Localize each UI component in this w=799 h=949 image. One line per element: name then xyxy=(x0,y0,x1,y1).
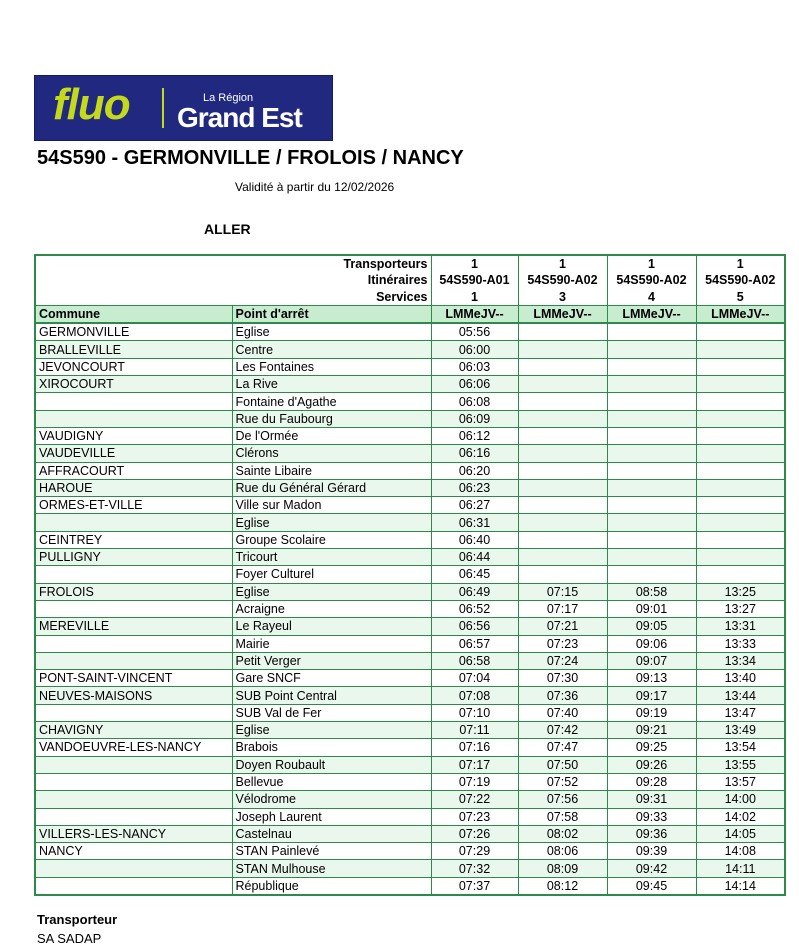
commune-cell xyxy=(35,877,232,895)
time-cell: 13:55 xyxy=(696,756,785,773)
stop-cell: Groupe Scolaire xyxy=(232,531,431,548)
time-cell: 07:36 xyxy=(518,687,607,704)
time-cell: 05:56 xyxy=(431,323,518,341)
time-cell xyxy=(518,531,607,548)
table-row xyxy=(35,722,785,739)
time-cell: 07:23 xyxy=(518,635,607,652)
time-cell: 09:19 xyxy=(607,704,696,721)
table-row xyxy=(35,531,785,548)
time-cell: 06:58 xyxy=(431,652,518,669)
table-row xyxy=(35,566,785,583)
logo-brand-text: fluo xyxy=(53,80,130,129)
table-row xyxy=(35,756,785,773)
commune-cell xyxy=(35,756,232,773)
time-cell: 09:01 xyxy=(607,600,696,617)
time-cell xyxy=(607,427,696,444)
direction-label: ALLER xyxy=(204,221,251,237)
stop-cell: Rue du Général Gérard xyxy=(232,479,431,496)
time-cell: 07:19 xyxy=(431,773,518,790)
footer-transporteur-label: Transporteur xyxy=(37,912,118,927)
time-cell xyxy=(607,514,696,531)
time-cell: 06:09 xyxy=(431,410,518,427)
time-cell xyxy=(518,549,607,566)
time-cell xyxy=(696,566,785,583)
commune-cell: XIROCOURT xyxy=(35,376,232,393)
header-row-label: Itinéraires xyxy=(35,272,431,288)
time-cell: 06:52 xyxy=(431,600,518,617)
time-cell xyxy=(696,479,785,496)
table-row xyxy=(35,514,785,531)
stop-cell: Acraigne xyxy=(232,600,431,617)
header-row-label: Transporteurs xyxy=(35,255,431,272)
time-cell: 07:50 xyxy=(518,756,607,773)
time-cell xyxy=(518,427,607,444)
table-row xyxy=(35,583,785,600)
time-cell: 07:21 xyxy=(518,618,607,635)
time-cell: 09:45 xyxy=(607,877,696,895)
commune-cell: GERMONVILLE xyxy=(35,323,232,341)
time-cell: 09:25 xyxy=(607,739,696,756)
time-cell xyxy=(696,341,785,358)
table-row xyxy=(35,600,785,617)
time-cell: 06:45 xyxy=(431,566,518,583)
time-cell: 06:49 xyxy=(431,583,518,600)
stop-cell: Vélodrome xyxy=(232,791,431,808)
stop-cell: Les Fontaines xyxy=(232,358,431,375)
column-header-commune: Commune xyxy=(35,305,232,323)
time-cell: 06:08 xyxy=(431,393,518,410)
time-cell xyxy=(518,462,607,479)
time-cell xyxy=(696,323,785,341)
commune-cell xyxy=(35,600,232,617)
time-cell xyxy=(607,393,696,410)
stop-cell: Doyen Roubault xyxy=(232,756,431,773)
time-cell: 13:57 xyxy=(696,773,785,790)
header-cell: 1 xyxy=(431,289,518,306)
time-cell: 13:25 xyxy=(696,583,785,600)
time-cell: 14:00 xyxy=(696,791,785,808)
time-cell xyxy=(607,549,696,566)
time-cell: 09:36 xyxy=(607,825,696,842)
stop-cell: SUB Point Central xyxy=(232,687,431,704)
time-cell: 07:30 xyxy=(518,670,607,687)
commune-cell: ORMES-ET-VILLE xyxy=(35,497,232,514)
stop-cell: Foyer Culturel xyxy=(232,566,431,583)
table-row xyxy=(35,549,785,566)
logo-region-big: Grand Est xyxy=(177,102,302,133)
time-cell xyxy=(696,514,785,531)
commune-cell xyxy=(35,704,232,721)
header-cell: 1 xyxy=(696,255,785,272)
stop-cell: Eglise xyxy=(232,323,431,341)
stop-cell: Joseph Laurent xyxy=(232,808,431,825)
time-cell: 07:40 xyxy=(518,704,607,721)
time-cell xyxy=(696,358,785,375)
commune-cell: BRALLEVILLE xyxy=(35,341,232,358)
table-row xyxy=(35,877,785,895)
commune-cell: PONT-SAINT-VINCENT xyxy=(35,670,232,687)
commune-cell: HAROUE xyxy=(35,479,232,496)
commune-cell xyxy=(35,635,232,652)
commune-cell xyxy=(35,566,232,583)
time-cell: 07:17 xyxy=(518,600,607,617)
table-row xyxy=(35,825,785,842)
column-header-stop: Point d'arrêt xyxy=(232,305,431,323)
time-cell: 07:47 xyxy=(518,739,607,756)
commune-cell: MEREVILLE xyxy=(35,618,232,635)
time-cell: 06:56 xyxy=(431,618,518,635)
table-row xyxy=(35,393,785,410)
time-cell: 07:24 xyxy=(518,652,607,669)
commune-cell: CEINTREY xyxy=(35,531,232,548)
commune-cell: PULLIGNY xyxy=(35,549,232,566)
time-cell xyxy=(607,566,696,583)
table-row xyxy=(35,445,785,462)
header-cell: 1 xyxy=(518,255,607,272)
stop-cell: Centre xyxy=(232,341,431,358)
time-cell xyxy=(696,549,785,566)
header-cell: 54S590-A02 xyxy=(518,272,607,288)
commune-cell xyxy=(35,514,232,531)
time-cell: 14:05 xyxy=(696,825,785,842)
header-row xyxy=(35,255,785,272)
stop-cell: République xyxy=(232,877,431,895)
time-cell xyxy=(696,427,785,444)
time-cell: 06:44 xyxy=(431,549,518,566)
time-cell: 09:06 xyxy=(607,635,696,652)
time-cell xyxy=(518,393,607,410)
timetable xyxy=(34,254,786,896)
commune-cell xyxy=(35,410,232,427)
time-cell xyxy=(518,341,607,358)
stop-cell: Tricourt xyxy=(232,549,431,566)
time-cell: 13:44 xyxy=(696,687,785,704)
commune-cell xyxy=(35,652,232,669)
stop-cell: SUB Val de Fer xyxy=(232,704,431,721)
time-cell: 07:08 xyxy=(431,687,518,704)
time-cell xyxy=(607,445,696,462)
time-cell: 08:09 xyxy=(518,860,607,877)
table-row xyxy=(35,791,785,808)
time-cell xyxy=(518,410,607,427)
time-cell: 14:11 xyxy=(696,860,785,877)
table-row xyxy=(35,808,785,825)
time-cell: 14:08 xyxy=(696,843,785,860)
fluo-grand-est-logo xyxy=(34,75,333,141)
column-header-days: LMMeJV-- xyxy=(607,305,696,323)
time-cell xyxy=(607,479,696,496)
logo-separator xyxy=(162,88,164,128)
time-cell: 07:11 xyxy=(431,722,518,739)
commune-cell: NEUVES-MAISONS xyxy=(35,687,232,704)
table-row xyxy=(35,652,785,669)
commune-cell: NANCY xyxy=(35,843,232,860)
commune-cell: VAUDEVILLE xyxy=(35,445,232,462)
time-cell: 08:02 xyxy=(518,825,607,842)
time-cell: 09:21 xyxy=(607,722,696,739)
time-cell: 08:58 xyxy=(607,583,696,600)
page-title: 54S590 - GERMONVILLE / FROLOIS / NANCY xyxy=(37,147,464,169)
time-cell xyxy=(696,462,785,479)
time-cell: 08:12 xyxy=(518,877,607,895)
stop-cell: De l'Ormée xyxy=(232,427,431,444)
table-row xyxy=(35,358,785,375)
table-row xyxy=(35,670,785,687)
time-cell: 06:23 xyxy=(431,479,518,496)
time-cell: 07:26 xyxy=(431,825,518,842)
commune-cell xyxy=(35,773,232,790)
column-header-row xyxy=(35,305,785,323)
stop-cell: Petit Verger xyxy=(232,652,431,669)
column-header-days: LMMeJV-- xyxy=(518,305,607,323)
stop-cell: Ville sur Madon xyxy=(232,497,431,514)
time-cell: 07:17 xyxy=(431,756,518,773)
time-cell: 06:31 xyxy=(431,514,518,531)
header-cell: 54S590-A02 xyxy=(696,272,785,288)
table-row xyxy=(35,618,785,635)
table-row xyxy=(35,843,785,860)
table-row xyxy=(35,410,785,427)
header-cell: 3 xyxy=(518,289,607,306)
commune-cell xyxy=(35,791,232,808)
stop-cell: Brabois xyxy=(232,739,431,756)
time-cell xyxy=(696,497,785,514)
time-cell xyxy=(518,479,607,496)
time-cell xyxy=(518,514,607,531)
time-cell xyxy=(607,323,696,341)
stop-cell: La Rive xyxy=(232,376,431,393)
column-header-days: LMMeJV-- xyxy=(696,305,785,323)
time-cell: 06:12 xyxy=(431,427,518,444)
header-cell: 1 xyxy=(431,255,518,272)
commune-cell xyxy=(35,393,232,410)
header-cell: 54S590-A01 xyxy=(431,272,518,288)
time-cell: 14:02 xyxy=(696,808,785,825)
time-cell: 07:10 xyxy=(431,704,518,721)
table-row xyxy=(35,376,785,393)
time-cell: 07:29 xyxy=(431,843,518,860)
header-cell: 54S590-A02 xyxy=(607,272,696,288)
commune-cell: VANDOEUVRE-LES-NANCY xyxy=(35,739,232,756)
stop-cell: Bellevue xyxy=(232,773,431,790)
time-cell: 09:13 xyxy=(607,670,696,687)
time-cell: 13:49 xyxy=(696,722,785,739)
time-cell: 09:17 xyxy=(607,687,696,704)
time-cell: 13:31 xyxy=(696,618,785,635)
time-cell: 13:47 xyxy=(696,704,785,721)
stop-cell: Sainte Libaire xyxy=(232,462,431,479)
commune-cell: CHAVIGNY xyxy=(35,722,232,739)
logo-region-small: La Région xyxy=(203,92,254,104)
time-cell: 06:16 xyxy=(431,445,518,462)
time-cell: 13:27 xyxy=(696,600,785,617)
time-cell: 09:31 xyxy=(607,791,696,808)
table-row xyxy=(35,479,785,496)
header-row-label: Services xyxy=(35,289,431,306)
stop-cell: STAN Mulhouse xyxy=(232,860,431,877)
time-cell: 06:20 xyxy=(431,462,518,479)
time-cell: 09:39 xyxy=(607,843,696,860)
time-cell: 07:52 xyxy=(518,773,607,790)
time-cell: 07:16 xyxy=(431,739,518,756)
time-cell xyxy=(518,497,607,514)
time-cell xyxy=(607,376,696,393)
stop-cell: Gare SNCF xyxy=(232,670,431,687)
commune-cell: AFFRACOURT xyxy=(35,462,232,479)
table-row xyxy=(35,704,785,721)
table-row xyxy=(35,687,785,704)
time-cell: 09:33 xyxy=(607,808,696,825)
table-row xyxy=(35,860,785,877)
time-cell: 07:32 xyxy=(431,860,518,877)
time-cell: 09:05 xyxy=(607,618,696,635)
stop-cell: Le Rayeul xyxy=(232,618,431,635)
time-cell xyxy=(607,497,696,514)
footer-transporteur-value: SA SADAP xyxy=(37,931,102,946)
time-cell xyxy=(607,462,696,479)
time-cell: 13:34 xyxy=(696,652,785,669)
time-cell xyxy=(696,393,785,410)
time-cell xyxy=(607,341,696,358)
time-cell: 13:40 xyxy=(696,670,785,687)
table-row xyxy=(35,635,785,652)
table-row xyxy=(35,427,785,444)
time-cell xyxy=(607,531,696,548)
commune-cell xyxy=(35,808,232,825)
stop-cell: STAN Painlevé xyxy=(232,843,431,860)
commune-cell: FROLOIS xyxy=(35,583,232,600)
time-cell: 08:06 xyxy=(518,843,607,860)
time-cell: 09:28 xyxy=(607,773,696,790)
time-cell: 06:27 xyxy=(431,497,518,514)
header-row xyxy=(35,272,785,288)
time-cell xyxy=(518,323,607,341)
time-cell: 07:37 xyxy=(431,877,518,895)
header-cell: 4 xyxy=(607,289,696,306)
commune-cell xyxy=(35,860,232,877)
header-row xyxy=(35,289,785,306)
time-cell: 07:56 xyxy=(518,791,607,808)
time-cell: 13:33 xyxy=(696,635,785,652)
time-cell xyxy=(696,531,785,548)
commune-cell: VAUDIGNY xyxy=(35,427,232,444)
stop-cell: Eglise xyxy=(232,583,431,600)
stop-cell: Eglise xyxy=(232,514,431,531)
table-row xyxy=(35,773,785,790)
time-cell xyxy=(696,376,785,393)
time-cell xyxy=(607,358,696,375)
table-row xyxy=(35,497,785,514)
time-cell: 07:15 xyxy=(518,583,607,600)
commune-cell: JEVONCOURT xyxy=(35,358,232,375)
time-cell: 06:06 xyxy=(431,376,518,393)
stop-cell: Castelnau xyxy=(232,825,431,842)
commune-cell: VILLERS-LES-NANCY xyxy=(35,825,232,842)
time-cell: 09:07 xyxy=(607,652,696,669)
header-cell: 1 xyxy=(607,255,696,272)
time-cell: 09:42 xyxy=(607,860,696,877)
time-cell: 14:14 xyxy=(696,877,785,895)
time-cell: 06:57 xyxy=(431,635,518,652)
table-row xyxy=(35,462,785,479)
time-cell xyxy=(518,358,607,375)
stop-cell: Rue du Faubourg xyxy=(232,410,431,427)
time-cell: 07:22 xyxy=(431,791,518,808)
table-row xyxy=(35,739,785,756)
header-cell: 5 xyxy=(696,289,785,306)
time-cell: 07:04 xyxy=(431,670,518,687)
column-header-days: LMMeJV-- xyxy=(431,305,518,323)
time-cell: 06:40 xyxy=(431,531,518,548)
table-row xyxy=(35,323,785,341)
time-cell xyxy=(607,410,696,427)
validity-date: Validité à partir du 12/02/2026 xyxy=(235,180,395,194)
stop-cell: Eglise xyxy=(232,722,431,739)
time-cell xyxy=(696,410,785,427)
time-cell xyxy=(518,566,607,583)
time-cell xyxy=(518,376,607,393)
time-cell xyxy=(696,445,785,462)
time-cell: 07:23 xyxy=(431,808,518,825)
time-cell: 13:54 xyxy=(696,739,785,756)
time-cell: 09:26 xyxy=(607,756,696,773)
stop-cell: Mairie xyxy=(232,635,431,652)
time-cell: 07:58 xyxy=(518,808,607,825)
time-cell: 07:42 xyxy=(518,722,607,739)
stop-cell: Fontaine d'Agathe xyxy=(232,393,431,410)
time-cell xyxy=(518,445,607,462)
table-row xyxy=(35,341,785,358)
stop-cell: Clérons xyxy=(232,445,431,462)
time-cell: 06:03 xyxy=(431,358,518,375)
time-cell: 06:00 xyxy=(431,341,518,358)
